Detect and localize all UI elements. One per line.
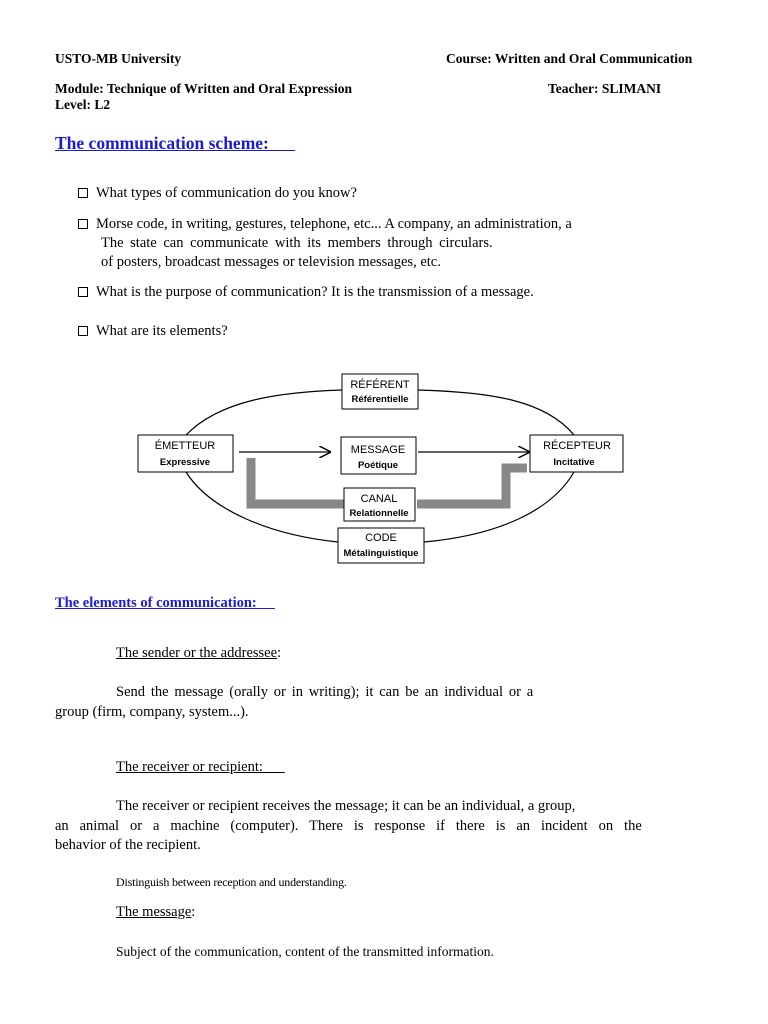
communication-scheme-diagram	[0, 360, 768, 580]
answer-types-line1: Morse code, in writing, gestures, telephone, etc... A company, an administration, a	[78, 216, 572, 233]
referent-label: RÉFÉRENT	[350, 379, 410, 391]
question-elements: What are its elements?	[78, 323, 228, 340]
bullet-box-icon	[78, 287, 88, 297]
code-label: CODE	[365, 532, 397, 544]
answer-types-line2: The state can communicate with its members through circulars.	[101, 235, 493, 251]
message-label: MESSAGE	[350, 444, 406, 456]
bullet-box-icon	[78, 219, 88, 229]
box-canal	[344, 488, 415, 521]
receiver-heading: The receiver or recipient:	[116, 759, 263, 775]
box-recepteur	[530, 435, 623, 472]
recepteur-function: Incitative	[553, 457, 595, 468]
receiver-line1: The receiver or recipient receives the message; it can be an individual, a group,	[116, 798, 576, 814]
message-function: Poétique	[357, 460, 399, 471]
referent-function: Référentielle	[351, 394, 409, 405]
sender-line2: group (firm, company, system...).	[55, 704, 249, 720]
curve-referent-recepteur	[418, 390, 574, 435]
receiver-line3: behavior of the recipient.	[55, 837, 201, 853]
recepteur-label: RÉCEPTEUR	[543, 440, 611, 452]
question-types: What types of communication do you know?	[78, 185, 357, 202]
sender-heading: The sender or the addressee:	[116, 645, 282, 661]
box-code	[338, 528, 424, 563]
box-emetteur	[138, 435, 233, 472]
emetteur-function: Expressive	[159, 457, 211, 468]
section-title-elements: The elements of communication:	[55, 595, 257, 611]
box-referent	[342, 374, 418, 409]
code-function: Métalinguistique	[343, 548, 419, 559]
module-name: Module: Technique of Written and Oral Expression	[55, 81, 353, 96]
message-heading: The message:	[116, 904, 196, 920]
curve-emetteur-referent	[186, 390, 342, 435]
bullet-box-icon	[78, 326, 88, 336]
canal-label: CANAL	[360, 493, 398, 505]
bullet-box-icon	[78, 188, 88, 198]
university-name: USTO-MB University	[55, 51, 182, 66]
message-line1: Subject of the communication, content of the transmitted information.	[116, 944, 494, 959]
box-message	[341, 437, 416, 474]
emetteur-label: ÉMETTEUR	[154, 440, 216, 452]
canal-function: Relationnelle	[349, 508, 409, 519]
teacher-name: Teacher: SLIMANI	[548, 81, 662, 96]
level: Level: L2	[55, 97, 111, 112]
distinguish-note: Distinguish between reception and understanding.	[116, 875, 347, 889]
answer-types-line3: of posters, broadcast messages or television messages, etc.	[101, 254, 441, 270]
section-title-scheme: The communication scheme:	[55, 133, 269, 153]
sender-line1: Send the message (orally or in writing); it can be an individual or a	[116, 684, 534, 700]
receiver-line2: an animal or a machine (computer). There is response if there is an incident on the	[55, 818, 642, 834]
course-name: Course: Written and Oral Communication	[446, 51, 693, 66]
question-purpose: What is the purpose of communication? It is the transmission of a message.	[78, 284, 534, 301]
